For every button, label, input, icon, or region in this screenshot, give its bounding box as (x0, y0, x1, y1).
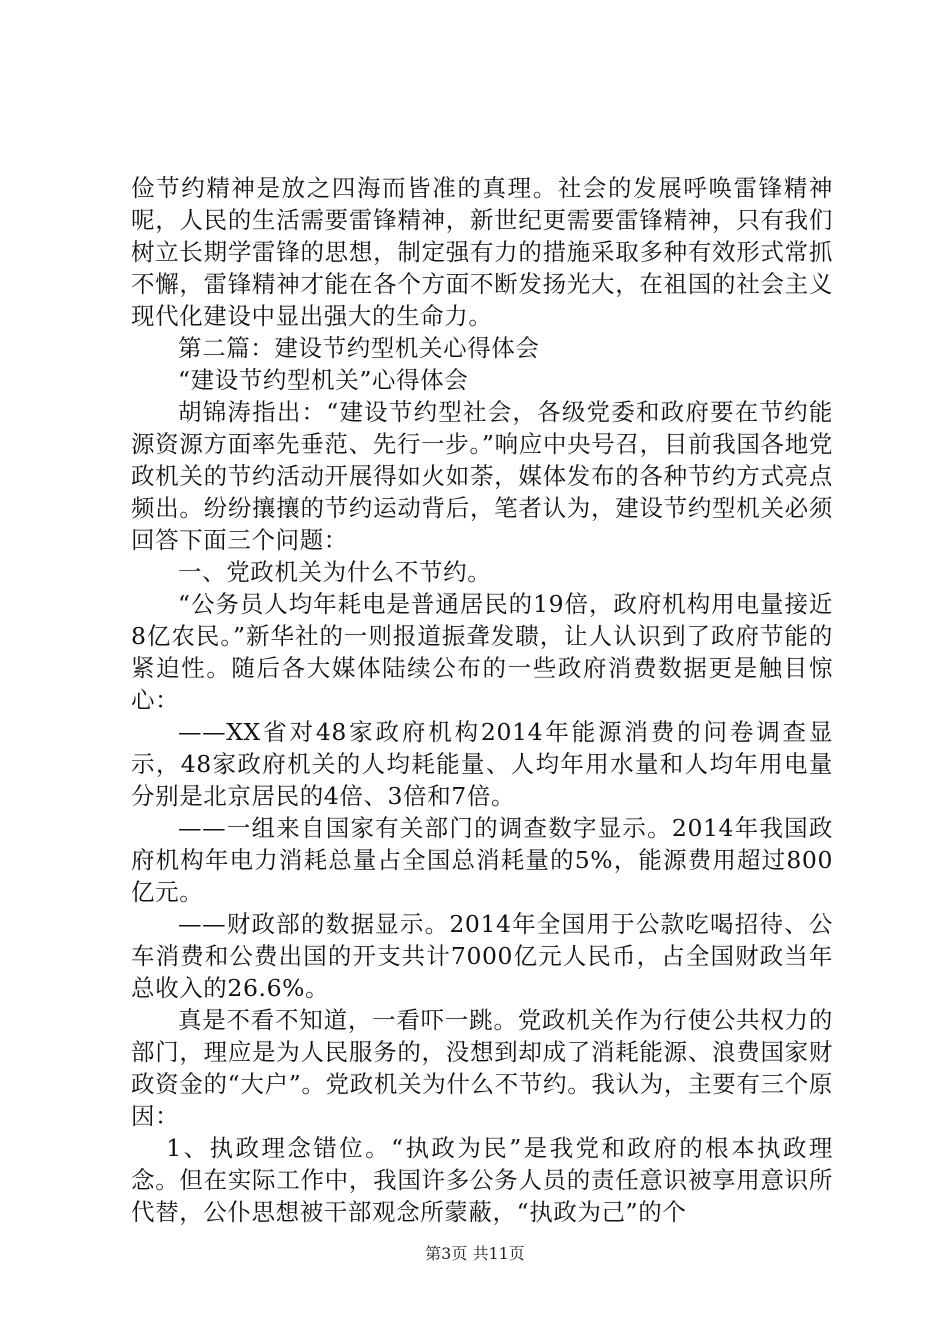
paragraph: 真是不看不知道，一看吓一跳。党政机关作为行使公共权力的部门，理应是为人民服务的，没想到却成了消耗能源、浪费国家财政资金的“大户”。党政机关为什么不节约。我认为，主要有三个原因： (131, 1006, 833, 1130)
subsection-heading: 一、党政机关为什么不节约。 (178, 558, 492, 586)
paragraph: “公务员人均年耗电是普通居民的19倍，政府机构用电量接近8亿农民。”新华社的一则报道振聋发聩，让人认识到了政府节能的紧迫性。随后各大媒体陆续公布的一些政府消费数据更是触目惊心： (131, 590, 833, 714)
paragraph: ——一组来自国家有关部门的调查数字显示。2014年我国政府机构年电力消耗总量占全国总消耗量的5%，能源费用超过800亿元。 (131, 814, 833, 906)
paragraph: ——XX省对48家政府机构2014年能源消费的问卷调查显示，48家政府机关的人均耗能量、人均年用水量和人均年用电量分别是北京居民的4倍、3倍和7倍。 (131, 718, 833, 810)
paragraph: 俭节约精神是放之四海而皆准的真理。社会的发展呼唤雷锋精神呢，人民的生活需要雷锋精神，新世纪更需要雷锋精神，只有我们树立长期学雷锋的思想，制定强有力的措施采取多种有效形式常抓不懈，雷锋精神才能在各个方面不断发扬光大，在祖国的社会主义现代化建设中显出强大的生命力。 (131, 174, 833, 330)
page-number: 第3页 共11页 (425, 1244, 525, 1263)
article-title: “建设节约型机关”心得体会 (178, 366, 469, 394)
paragraph: 胡锦涛指出：“建设节约型社会，各级党委和政府要在节约能源资源方面率先垂范、先行一步。”响应中央号召，目前我国各地党政机关的节约活动开展得如火如荼，媒体发布的各种节约方式亮点频出。纷纷攘攘的节约运动背后，笔者认为，建设节约型机关必须回答下面三个问题： (131, 398, 833, 554)
page-footer (0, 1243, 950, 1265)
section-heading: 第二篇：建设节约型机关心得体会 (178, 334, 540, 362)
paragraph: ——财政部的数据显示。2014年全国用于公款吃喝招待、公车消费和公费出国的开支共计7000亿元人民币，占全国财政当年总收入的26.6%。 (131, 910, 833, 1002)
paragraph: 1、执政理念错位。“执政为民”是我党和政府的根本执政理念。但在实际工作中，我国许多公务人员的责任意识被享用意识所代替，公仆思想被干部观念所蒙蔽，“执政为己”的个 (131, 1134, 833, 1226)
document-body (131, 172, 833, 1228)
